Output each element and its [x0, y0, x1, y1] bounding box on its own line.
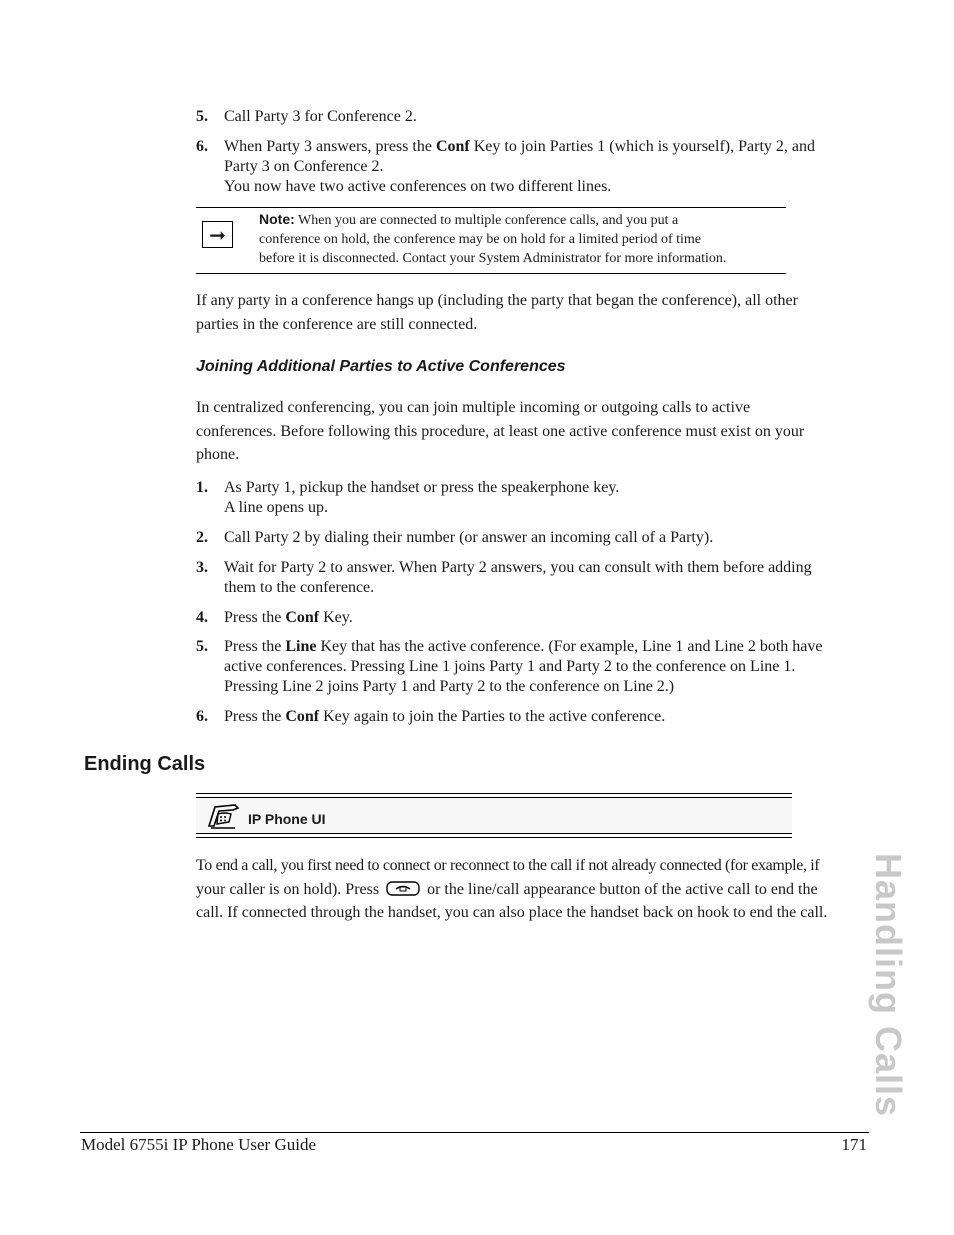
footer-guide-title: Model 6755i IP Phone User Guide	[81, 1135, 316, 1154]
step-number: 1.	[196, 479, 208, 496]
step-2-call-party-2: 2. Call Party 2 by dialing their number (or answer an incoming call of a Party).	[196, 529, 714, 546]
step-text: Call Party 3 for Conference 2.	[224, 108, 417, 125]
step-4-press-conf: 4. Press the Conf Key.	[196, 609, 353, 626]
note-text: Note: When you are connected to multiple conference calls, and you put a conference on hold, the conference may be on hold for a limited period of time before it is disconnected. Contact your System Administrator for more information.	[259, 211, 727, 266]
step-text-line-1: When Party 3 answers, press the Conf Key to join Parties 1 (which is yourself), Party 2, and	[224, 138, 816, 155]
conf-key-term: Conf	[285, 708, 320, 725]
section-heading-ending-calls: Ending Calls	[84, 753, 206, 775]
paragraph-end-call: To end a call, you first need to connect or reconnect to the call if not already connected (for example, if your caller is on hold). Press or the line/call appearance button of the active call to end the call. If connected through the handset, you can also place the handset back on hook to end the call.	[196, 857, 828, 921]
note-box	[196, 207, 786, 274]
step-number: 6.	[196, 138, 208, 155]
step-number: 5.	[196, 108, 208, 125]
line-key-term: Line	[285, 638, 317, 655]
note-label: Note:	[259, 211, 295, 227]
footer-rule	[80, 1132, 869, 1133]
footer-page-number: 171	[841, 1135, 867, 1154]
conf-key-term: Conf	[435, 138, 470, 155]
step-number: 5.	[196, 638, 208, 655]
right-arrow-icon: ➞	[202, 221, 233, 248]
step-3-wait-for-answer: 3. Wait for Party 2 to answer. When Party 2 answers, you can consult with them before adding them to the conference.	[196, 559, 812, 596]
ip-phone-ui-bar	[196, 793, 792, 838]
step-number: 3.	[196, 559, 208, 576]
chapter-side-tab-label: Handling Calls	[868, 852, 909, 1118]
step-number: 2.	[196, 529, 208, 546]
chapter-side-tab	[858, 852, 918, 1118]
step-number: 6.	[196, 708, 208, 725]
phone-handset-icon	[205, 802, 241, 830]
step-5-press-line: 5. Press the Line Key that has the active conference. (For example, Line 1 and Line 2 both have active conferences. Pressing Line 1 joins Party 1 and Party 2 to the conference on Line 1. Pressing Line 2 joins Party 1 and Party 2 to the conference on Line 2.)	[196, 638, 823, 695]
paragraph-hangup: If any party in a conference hangs up (including the party that began the conference), all other parties in the conference are still connected.	[196, 292, 798, 333]
step-6-press-conf-again: 6. Press the Conf Key again to join the Parties to the active conference.	[196, 708, 666, 725]
step-5-call-party-3	[196, 107, 876, 127]
subheading-joining-parties: Joining Additional Parties to Active Conferences	[196, 358, 566, 375]
ip-phone-ui-label: IP Phone UI	[248, 811, 326, 827]
step-number: 4.	[196, 609, 208, 626]
step-1-pickup-handset: 1. As Party 1, pickup the handset or press the speakerphone key. A line opens up.	[196, 479, 620, 516]
step-text-line-2: Party 3 on Conference 2.	[224, 158, 384, 175]
paragraph-centralized-conferencing: In centralized conferencing, you can join multiple incoming or outgoing calls to active conferences. Before following this procedure, at least one active conference must exist on your phone.	[196, 399, 805, 463]
conf-key-term: Conf	[285, 609, 320, 626]
step-text-line-3: You now have two active conferences on two different lines.	[224, 178, 612, 195]
step-6-press-conf	[196, 137, 876, 197]
goodbye-key-icon	[386, 881, 420, 896]
